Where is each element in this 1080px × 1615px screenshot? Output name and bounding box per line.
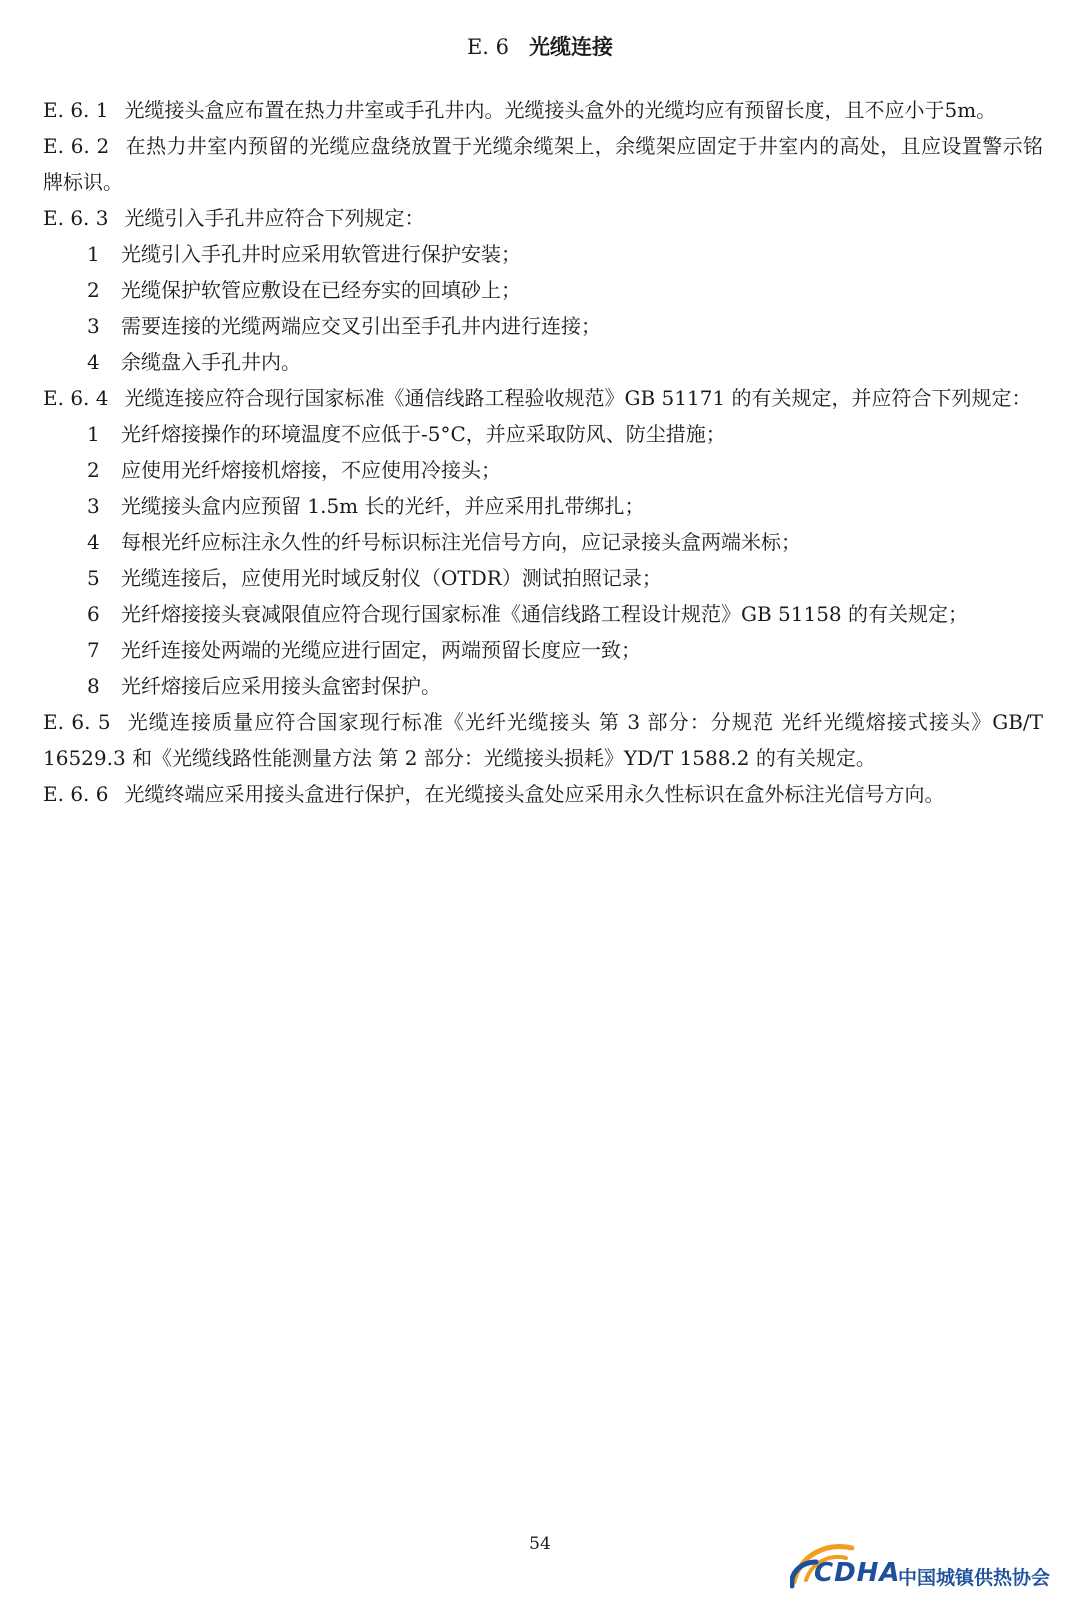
list-item [87,308,1043,344]
clause-e63 [43,200,1043,236]
clause-e61 [43,92,1043,128]
item-text: 需要连接的光缆两端应交叉引出至手孔井内进行连接； [121,314,601,338]
clause-e64 [43,380,1043,416]
logo-name: 中国城镇供热协会 [898,1567,1051,1589]
clause-text: 光缆连接应符合现行国家标准《通信线路工程验收规范》GB 51171 的有关规定，并应符合下列规定： [124,386,1032,410]
clause-number: E. 6. 6 [43,782,109,806]
item-index: 3 [87,494,100,518]
page-number: 54 [529,1534,551,1554]
clause-text: 光缆连接质量应符合国家现行标准《光纤光缆接头 第 3 部分：分规范 光纤光缆熔接式接头》GB/T 16529.3 和《光缆线路性能测量方法 第 2 部分：光缆接头损耗》YD/T 1588.2 的有关规定。 [43,710,1043,770]
document-body [43,92,1043,812]
item-text: 每根光纤应标注永久性的纤号标识标注光信号方向，应记录接头盒两端米标； [121,530,801,554]
item-index: 2 [87,458,100,482]
clause-number: E. 6. 2 [43,134,110,158]
item-text: 应使用光纤熔接机熔接，不应使用冷接头； [121,458,501,482]
item-index: 5 [87,566,100,590]
list-item [87,272,1043,308]
clause-e66 [43,776,1043,812]
logo-letters: CDHA [814,1558,901,1588]
clause-text: 光缆接头盒应布置在热力井室或手孔井内。光缆接头盒外的光缆均应有预留长度，且不应小于5m。 [124,98,997,122]
item-text: 光纤熔接操作的环境温度不应低于-5°C，并应采取防风、防尘措施； [121,422,726,446]
clause-number: E. 6. 3 [43,206,109,230]
item-index: 6 [87,602,100,626]
item-index: 1 [87,242,100,266]
item-text: 光纤熔接后应采用接头盒密封保护。 [121,674,441,698]
item-text: 光缆保护软管应敷设在已经夯实的回填砂上； [121,278,521,302]
list-item [87,560,1043,596]
item-text: 光缆连接后，应使用光时域反射仪（OTDR）测试拍照记录； [121,566,662,590]
clause-text: 光缆引入手孔井应符合下列规定： [124,206,425,230]
item-index: 1 [87,422,100,446]
list-item [87,452,1043,488]
list-item [87,668,1043,704]
list-item [87,596,1043,632]
item-index: 4 [87,350,100,374]
clause-text: 光缆终端应采用接头盒进行保护，在光缆接头盒处应采用永久性标识在盒外标注光信号方向。 [124,782,945,806]
item-index: 7 [87,638,100,662]
clause-number: E. 6. 1 [43,98,109,122]
list-item [87,488,1043,524]
section-title: 光缆连接 [529,34,614,59]
list-item [87,632,1043,668]
list-item [87,524,1043,560]
list-item [87,236,1043,272]
item-text: 余缆盘入手孔井内。 [121,350,301,374]
clause-text: 在热力井室内预留的光缆应盘绕放置于光缆余缆架上，余缆架应固定于井室内的高处，且应设置警示铭牌标识。 [43,134,1044,194]
section-heading [0,32,1080,62]
association-logo [790,1536,1070,1596]
item-index: 4 [87,530,100,554]
item-index: 2 [87,278,100,302]
item-index: 3 [87,314,100,338]
item-text: 光纤熔接接头衰减限值应符合现行国家标准《通信线路工程设计规范》GB 51158 的有关规定； [121,602,969,626]
item-text: 光缆接头盒内应预留 1.5m 长的光纤，并应采用扎带绑扎； [121,494,645,518]
clause-e65 [43,704,1043,776]
list-item [87,344,1043,380]
clause-number: E. 6. 5 [43,710,111,734]
clause-e62 [43,128,1043,200]
item-index: 8 [87,674,100,698]
clause-number: E. 6. 4 [43,386,109,410]
list-item [87,416,1043,452]
item-text: 光纤连接处两端的光缆应进行固定，两端预留长度应一致； [121,638,641,662]
item-text: 光缆引入手孔井时应采用软管进行保护安装； [121,242,521,266]
section-number: E. 6 [466,35,510,59]
